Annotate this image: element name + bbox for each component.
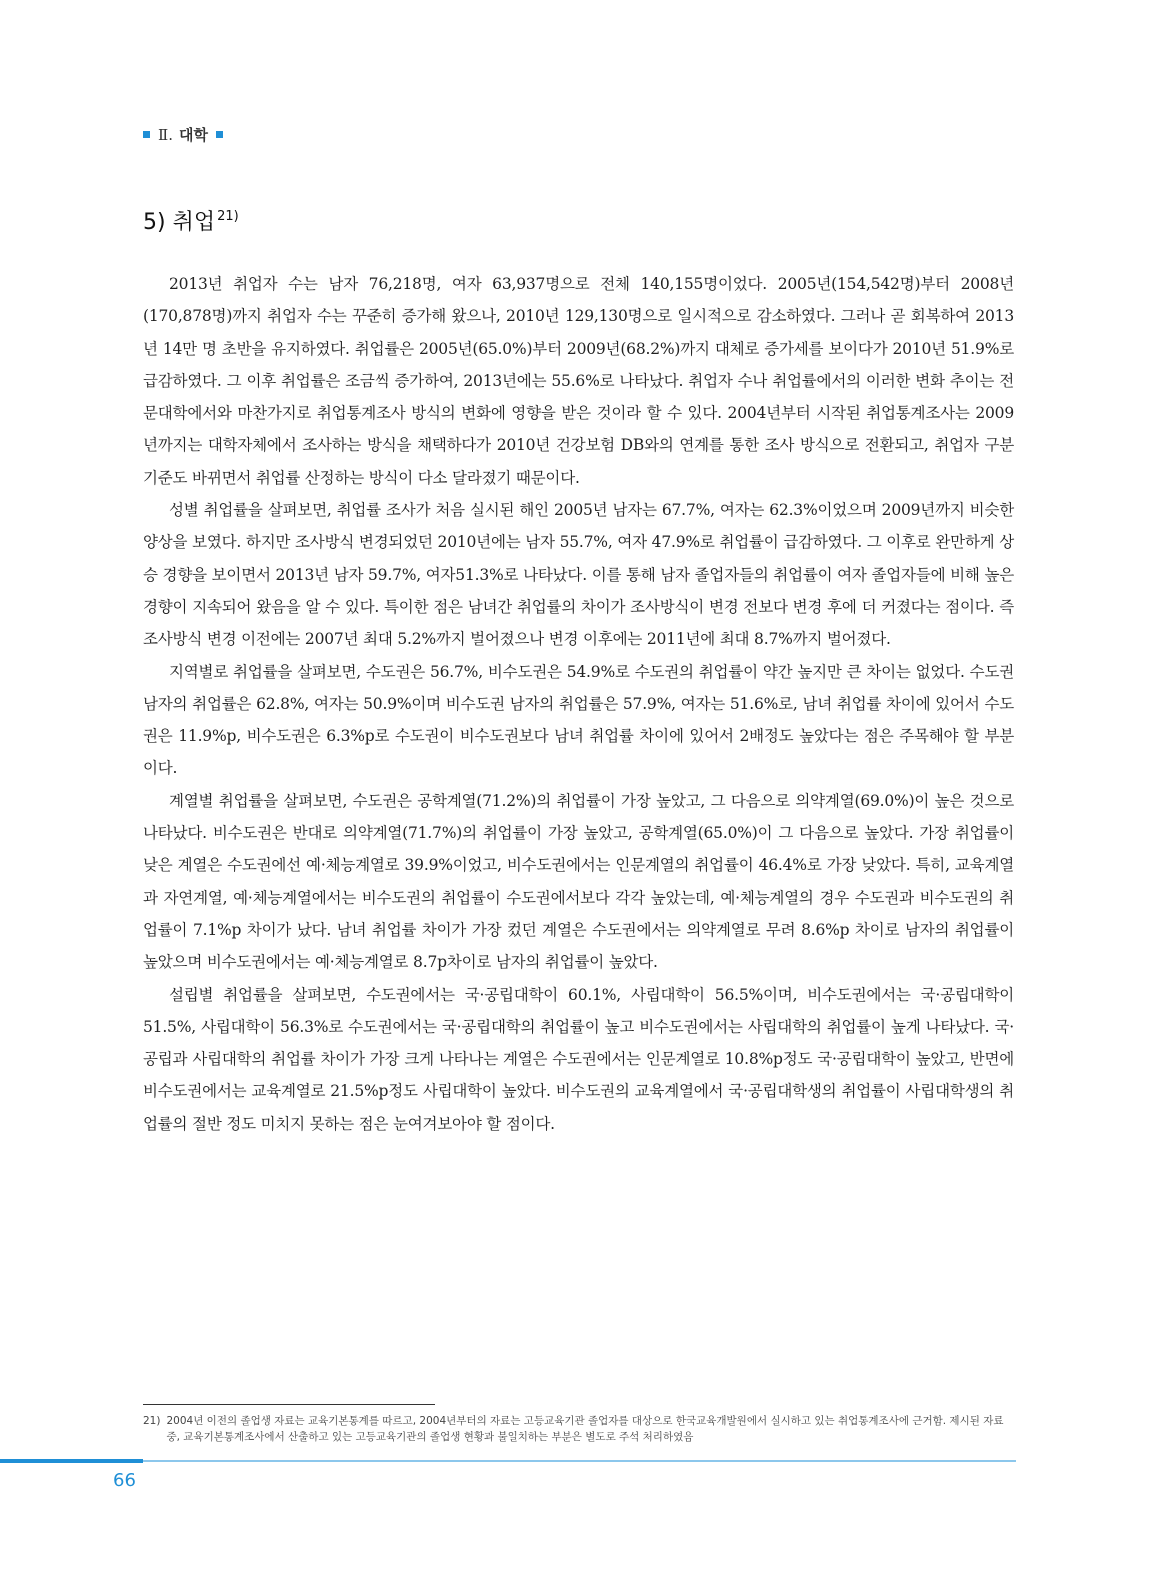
- footnote-reference: 21): [217, 209, 239, 224]
- running-header: [143, 124, 223, 145]
- footnote-divider: [143, 1404, 435, 1405]
- header-bullet-right: [216, 131, 223, 138]
- header-bullet-left: [143, 131, 150, 138]
- paragraph-field-employment: 계열별 취업률을 살펴보면, 수도권은 공학계열(71.2%)의 취업률이 가장 높았고, 그 다음으로 의약계열(69.0%)이 높은 것으로 나타났다. 비수도권은 반대로 의약계열(71.7%)의 취업률이 가장 높았고, 공학계열(65.0%)이 그 다음으로 높았다. 가장 취업률이 낮은 계열은 수도권에선 예·체능계열로 39.9%이었고, 비수도권에서는 인문계열의 취업률이 46.4%로 가장 낮았다. 특히, 교육계열과 자연계열, 예·체능계열에서는 비수도권의 취업률이 수도권에서보다 각각 높았는데, 예·체능계열의 경우 수도권과 비수도권의 취업률이 7.1%p 차이가 났다. 남녀 취업률 차이가 가장 컸던 계열은 수도권에서는 의약계열로 무려 8.6%p 차이로 남자의 취업률이 높았으며 비수도권에서는 예·체능계열로 8.7p차이로 남자의 취업률이 높았다.: [143, 791, 1014, 972]
- page-footer-accent: [0, 1459, 143, 1463]
- paragraph-gender-employment: 성별 취업률을 살펴보면, 취업률 조사가 처음 실시된 해인 2005년 남자는 67.7%, 여자는 62.3%이었으며 2009년까지 비슷한 양상을 보였다. 하지만 조사방식 변경되었던 2010년에는 남자 55.7%, 여자 47.9%로 취업률이 급감하였다. 그 이후로 완만하게 상승 경향을 보이면서 2013년 남자 59.7%, 여자51.3%로 나타났다. 이를 통해 남자 졸업자들의 취업률이 여자 졸업자들에 비해 높은 경향이 지속되어 왔음을 알 수 있다. 특이한 점은 남녀간 취업률의 차이가 조사방식이 변경 전보다 변경 후에 더 커졌다는 점이다. 즉 조사방식 변경 이전에는 2007년 최대 5.2%까지 벌어졌으나 변경 이후에는 2011년에 최대 8.7%까지 벌어졌다.: [143, 501, 1014, 649]
- chapter-title: 대학: [178, 126, 208, 144]
- page-footer-line: [0, 1460, 1016, 1462]
- footnote-number: 21): [143, 1415, 161, 1427]
- footnote: [143, 1413, 1014, 1445]
- paragraph-employment-overview: 2013년 취업자 수는 남자 76,218명, 여자 63,937명으로 전체 140,155명이었다. 2005년(154,542명)부터 2008년(170,878명)까지 취업자 수는 꾸준히 증가해 왔으나, 2010년 129,130명으로 일시적으로 감소하였다. 그러나 곧 회복하여 2013년 14만 명 초반을 유지하였다. 취업률은 2005년(65.0%)부터 2009년(68.2%)까지 대체로 증가세를 보이다가 2010년 51.9%로 급감하였다. 그 이후 취업률은 조금씩 증가하여, 2013년에는 55.6%로 나타났다. 취업자 수나 취업률에서의 이러한 변화 추이는 전문대학에서와 마찬가지로 취업통계조사 방식의 변화에 영향을 받은 것이라 할 수 있다. 2004년부터 시작된 취업통계조사는 2009년까지는 대학자체에서 조사하는 방식을 채택하다가 2010년 건강보험 DB와의 연계를 통한 조사 방식으로 전환되고, 취업자 구분 기준도 바뀌면서 취업률 산정하는 방식이 다소 달라졌기 때문이다.: [143, 275, 1014, 487]
- paragraph-establishment-employment: 설립별 취업률을 살펴보면, 수도권에서는 국·공립대학이 60.1%, 사립대학이 56.5%이며, 비수도권에서는 국·공립대학이 51.5%, 사립대학이 56.3%로 수도권에서는 국·공립대학의 취업률이 높고 비수도권에서는 사립대학의 취업률이 높게 나타났다. 국·공립과 사립대학의 취업률 차이가 가장 크게 나타나는 계열은 수도권에서는 인문계열로 10.8%p정도 국·공립대학이 높았고, 반면에 비수도권에서는 교육계열로 21.5%p정도 사립대학이 높았다. 비수도권의 교육계열에서 국·공립대학생의 취업률이 사립대학생의 취업률의 절반 정도 미치지 못하는 점은 눈여겨보아야 할 점이다.: [143, 985, 1014, 1133]
- page-number: 66: [113, 1470, 136, 1491]
- body-text: [143, 268, 1014, 1140]
- footnote-text: 2004년 이전의 졸업생 자료는 교육기본통계를 따르고, 2004년부터의 자료는 고등교육기관 졸업자를 대상으로 한국교육개발원에서 실시하고 있는 취업통계조사에 근거함. 제시된 자료 중, 교육기본통계조사에서 산출하고 있는 고등교육기관의 졸업생 현황과 불일치하는 부분은 별도로 주석 처리하였음: [166, 1415, 1004, 1443]
- section-title: 5) 취업: [143, 210, 216, 235]
- paragraph-regional-employment: 지역별로 취업률을 살펴보면, 수도권은 56.7%, 비수도권은 54.9%로 수도권의 취업률이 약간 높지만 큰 차이는 없었다. 수도권 남자의 취업률은 62.8%, 여자는 50.9%이며 비수도권 남자의 취업률은 57.9%, 여자는 51.6%로, 남녀 취업률 차이에 있어서 수도권은 11.9%p, 비수도권은 6.3%p로 수도권이 비수도권보다 남녀 취업률 차이에 있어서 2배정도 높았다는 점은 주목해야 할 부분이다.: [143, 662, 1014, 778]
- section-heading: [143, 205, 239, 236]
- chapter-number: Ⅱ.: [158, 125, 173, 144]
